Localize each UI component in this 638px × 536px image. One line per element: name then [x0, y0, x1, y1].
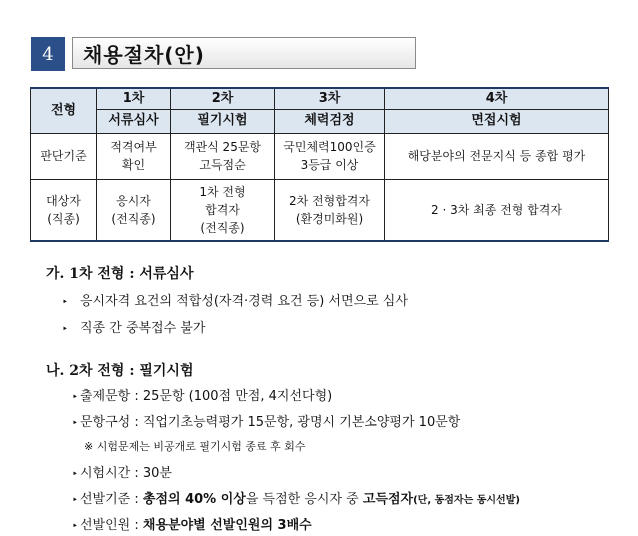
table-cell: 적격여부 확인 [97, 133, 171, 179]
part-b-item-count: ‣ 출제문항 : 25문항 (100점 만점, 4지선다형) [72, 389, 333, 404]
bullet-icon: ‣ [72, 521, 78, 532]
table-row [31, 179, 609, 241]
stage-step-1: 1차 [97, 88, 171, 109]
part-b-item-headcount: ‣ 선발인원 : 채용분야별 선발인원의 3배수 [72, 518, 312, 533]
table-cell: 1차 전형 합격자 (전직종) [171, 179, 275, 241]
bullet-icon: ‣ [72, 469, 78, 480]
stage-name-1: 서류심사 [97, 109, 171, 133]
stage-name-4: 면접시험 [385, 109, 609, 133]
bullet-icon: ‣ [72, 392, 78, 403]
part-a-item: ‣ 응시자격 요건의 적합성(자격·경력 요건 등) 서면으로 심사 [62, 294, 408, 309]
table-cell: 2 · 3차 최종 전형 합격자 [385, 179, 609, 241]
recruitment-process-table [30, 87, 609, 242]
section-title: 채용절차(안) [72, 37, 416, 69]
part-a-item: ‣ 직종 간 중복접수 불가 [62, 321, 206, 336]
bullet-icon: ‣ [72, 495, 78, 506]
stage-step-2: 2차 [171, 88, 275, 109]
table-cell: 국민체력100인증 3등급 이상 [275, 133, 385, 179]
part-b-item-time: ‣ 시험시간 : 30분 [72, 466, 172, 481]
part-b-note: ※ 시험문제는 비공개로 필기시험 종료 후 회수 [84, 440, 306, 453]
table-cell: 객관식 25문항 고득점순 [171, 133, 275, 179]
bullet-icon: ‣ [72, 418, 78, 429]
part-b-item-criteria: ‣ 선발기준 : 총점의 40% 이상을 득점한 응시자 중 고득점자(단, 동점자는 동시선발) [72, 492, 520, 507]
section-heading [31, 37, 416, 71]
table-cell: 해당분야의 전문지식 등 종합 평가 [385, 133, 609, 179]
table-corner-header: 전형 [31, 88, 97, 133]
stage-name-3: 체력검정 [275, 109, 385, 133]
table-cell: 2차 전형합격자 (환경미화원) [275, 179, 385, 241]
part-a-heading: 가. 1차 전형 : 서류심사 [46, 266, 194, 282]
stage-step-4: 4차 [385, 88, 609, 109]
row-label-target: 대상자 (직종) [31, 179, 97, 241]
bullet-icon: ‣ [62, 297, 68, 308]
part-b-heading: 나. 2차 전형 : 필기시험 [46, 363, 194, 379]
section-number: 4 [31, 37, 65, 71]
stage-step-3: 3차 [275, 88, 385, 109]
row-label-criteria: 판단기준 [31, 133, 97, 179]
table-cell: 응시자 (전직종) [97, 179, 171, 241]
part-b-item-composition: ‣ 문항구성 : 직업기초능력평가 15문항, 광명시 기본소양평가 10문항 [72, 415, 461, 430]
table-row [31, 133, 609, 179]
stage-name-2: 필기시험 [171, 109, 275, 133]
bullet-icon: ‣ [62, 324, 68, 335]
